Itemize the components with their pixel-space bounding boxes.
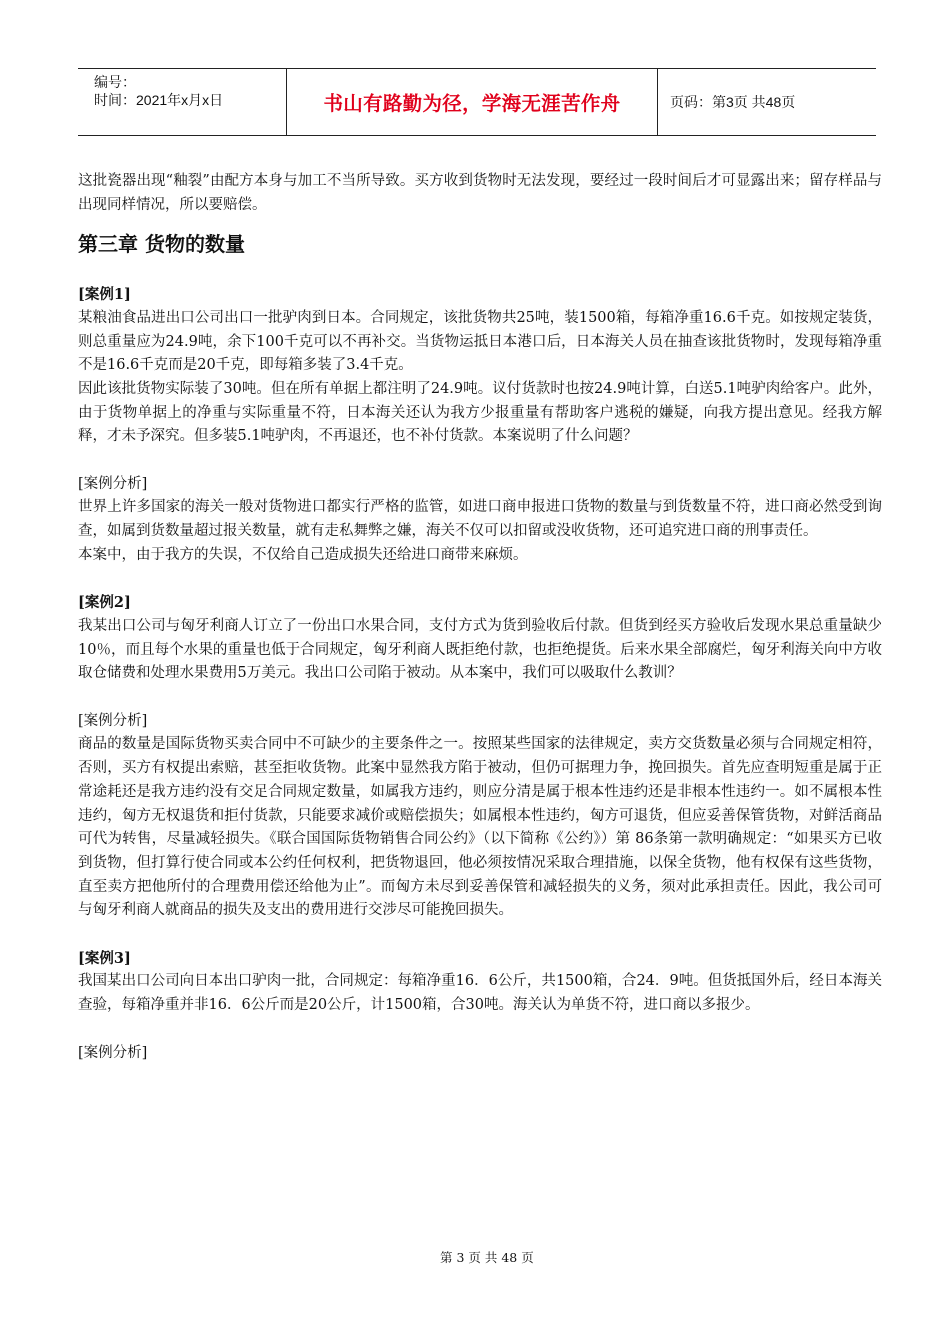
header-page-cell bbox=[658, 69, 876, 135]
number-label: 编号： bbox=[94, 74, 136, 90]
case3-paragraph-1: 我国某出口公司向日本出口驴肉一批，合同规定：每箱净重16．6公斤，共1500箱，合24．9吨。但货抵国外后，经日本海关查验，每箱净重并非16．6公斤而是20公斤，计1500箱，合30吨。海关认为单货不符，进口商以多报少。 bbox=[78, 973, 882, 1014]
document-body bbox=[78, 170, 882, 1065]
case1-analysis-1: 世界上许多国家的海关一般对货物进口都实行严格的监管，如进口商申报进口货物的数量与到货数量不符，进口商必然受到询查，如属到货数量超过报关数量，就有走私舞弊之嫌，海关不仅可以扣留或没收货物，还可追究进口商的刑事责任。 bbox=[78, 499, 882, 540]
case1-title: [案例1] bbox=[78, 286, 131, 304]
case1-analysis-label: [案例分析] bbox=[78, 475, 148, 492]
case2-paragraph-1: 我某出口公司与匈牙利商人订立了一份出口水果合同，支付方式为货到验收后付款。但货到经买方验收后发现水果总重量缺少10％，而且每个水果的重量也低于合同规定，匈牙利商人既拒绝付款，也拒绝提货。后来水果全部腐烂，匈牙利海关向中方收取仓储费和处理水果费用5万美元。我出口公司陷于被动。从本案中，我们可以吸取什么教训？ bbox=[78, 617, 882, 682]
case3-analysis-label: [案例分析] bbox=[78, 1044, 148, 1061]
case2-title: [案例2] bbox=[78, 594, 131, 612]
time-label: 时间：2021年x月x日 bbox=[94, 92, 224, 108]
case1-paragraph-1: 某粮油食品进出口公司出口一批驴肉到日本。合同规定，该批货物共25吨，装1500箱，每箱净重16.6千克。如按规定装货，则总重量应为24.9吨，余下100千克可以不再补交。当货物运抵日本港口后，日本海关人员在抽查该批货物时，发现每箱净重不是16.6千克而是20千克，即每箱多装了3.4千克。 bbox=[78, 309, 882, 374]
page-footer: 第 3 页 共 48 页 bbox=[440, 1250, 534, 1265]
motto: 书山有路勤为径，学海无涯苦作舟 bbox=[323, 92, 621, 115]
intro-paragraph: 这批瓷器出现“釉裂”由配方本身与加工不当所导致。买方收到货物时无法发现，要经过一段时间后才可显露出来；留存样品与出现同样情况，所以要赔偿。 bbox=[78, 173, 882, 213]
page-header bbox=[78, 68, 876, 136]
case1-analysis-2: 本案中，由于我方的失误，不仅给自己造成损失还给进口商带来麻烦。 bbox=[78, 546, 528, 563]
page-label: 页码：第3页 共48页 bbox=[670, 94, 796, 110]
case2-analysis-1: 商品的数量是国际货物买卖合同中不可缺少的主要条件之一。按照某些国家的法律规定，卖方交货数量必须与合同规定相符，否则，买方有权提出索赔，甚至拒收货物。此案中显然我方陷于被动，但仍可据理力争，挽回损失。首先应查明短重是属于正常途耗还是我方违约没有交足合同规定数量，如属我方违约，则应分清是属于根本性违约还是非根本性违约一。如不属根本性违约，匈方无权退货和拒付货款，只能要求减价或赔偿损失；如属根本性违约，匈方可退货，但应妥善保管货物，对鲜活商品可代为转售，尽量减轻损失。《联合国国际货物销售合同公约》（以下简称《公约》）第 86条第一款明确规定：“如果买方已收到货物，但打算行使合同或本公约任何权利，把货物退回，他必须按情况采取合理措施，以保全货物，他有权保有这些货物，直至卖方把他所付的合理费用偿还给他为止”。而匈方未尽到妥善保管和减轻损失的义务，须对此承担责任。因此，我公司可与匈牙利商人就商品的损失及支出的费用进行交涉尽可能挽回损失。 bbox=[78, 736, 882, 919]
case1-paragraph-2: 因此该批货物实际装了30吨。但在所有单据上都注明了24.9吨。议付货款时也按24.9吨计算，白送5.1吨驴肉给客户。此外，由于货物单据上的净重与实际重量不符，日本海关还认为我方少报重量有帮助客户逃税的嫌疑，向我方提出意见。经我方解释，才未予深究。但多装5.1吨驴肉，不再退还，也不补付货款。本案说明了什么问题？ bbox=[78, 380, 882, 445]
chapter-title: 第三章 货物的数量 bbox=[78, 232, 245, 257]
case2-analysis-label: [案例分析] bbox=[78, 712, 148, 729]
header-left-cell bbox=[78, 69, 287, 135]
header-motto-cell bbox=[287, 69, 658, 135]
case3-title: [案例3] bbox=[78, 949, 131, 967]
